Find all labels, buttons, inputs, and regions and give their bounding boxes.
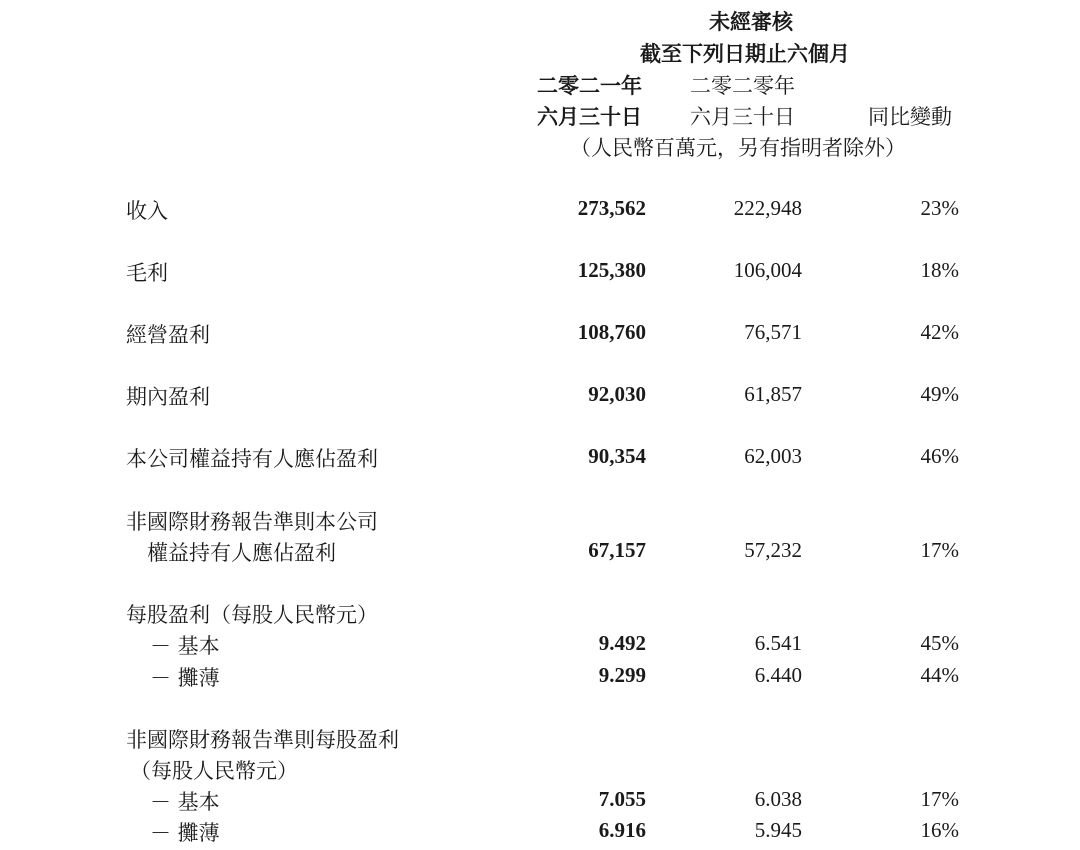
- row-value-change: 42%: [920, 320, 959, 344]
- row-value-change: 49%: [920, 382, 959, 406]
- col2-date: 六月三十日: [690, 105, 795, 129]
- row-label-non-ifrs-profit-line2: 權益持有人應佔盈利: [147, 541, 336, 565]
- row-value-2021: 273,562: [577, 196, 646, 220]
- row-value-change: 44%: [920, 663, 959, 687]
- row-value-2020: 61,857: [744, 382, 802, 406]
- row-value-2020: 5.945: [754, 818, 802, 842]
- row-value-2020: 106,004: [733, 258, 802, 282]
- row-value-2021: 67,157: [588, 538, 646, 562]
- row-label-non-ifrs-eps-diluted: － 攤薄: [150, 821, 220, 845]
- row-label-period-profit: 期內盈利: [126, 385, 210, 409]
- unit-note: （人民幣百萬元，另有指明者除外）: [570, 136, 906, 160]
- row-value-2021: 90,354: [588, 444, 646, 468]
- row-label-revenue: 收入: [126, 199, 168, 223]
- col2-year: 二零二零年: [690, 74, 795, 98]
- row-label-non-ifrs-profit-line1: 非國際財務報告準則本公司: [126, 510, 378, 534]
- row-value-change: 17%: [920, 538, 959, 562]
- row-value-2020: 6.038: [754, 787, 802, 811]
- col3-header: 同比變動: [868, 105, 952, 129]
- row-value-change: 45%: [920, 631, 959, 655]
- row-value-2021: 125,380: [577, 258, 646, 282]
- row-value-2020: 222,948: [733, 196, 802, 220]
- row-label-operating-profit: 經營盈利: [126, 323, 210, 347]
- period-heading: 截至下列日期止六個月: [640, 41, 850, 66]
- row-value-change: 23%: [920, 196, 959, 220]
- row-value-change: 18%: [920, 258, 959, 282]
- row-value-change: 17%: [920, 787, 959, 811]
- row-value-change: 46%: [920, 444, 959, 468]
- row-value-2020: 57,232: [744, 538, 802, 562]
- audit-heading: 未經審核: [709, 9, 793, 34]
- row-value-2020: 6.440: [754, 663, 802, 687]
- row-label-non-ifrs-eps-line1: 非國際財務報告準則每股盈利: [126, 728, 399, 752]
- row-label-eps-diluted: － 攤薄: [150, 666, 220, 690]
- row-value-change: 16%: [920, 818, 959, 842]
- row-label-eps: 每股盈利（每股人民幣元）: [126, 603, 378, 627]
- row-label-eps-basic: － 基本: [150, 634, 220, 658]
- row-value-2021: 108,760: [577, 320, 646, 344]
- row-value-2020: 6.541: [754, 631, 802, 655]
- col1-year: 二零二一年: [537, 73, 642, 98]
- row-label-non-ifrs-eps-line2: （每股人民幣元）: [130, 759, 298, 783]
- row-value-2020: 76,571: [744, 320, 802, 344]
- row-label-non-ifrs-eps-basic: － 基本: [150, 790, 220, 814]
- row-label-gross-profit: 毛利: [126, 261, 168, 285]
- row-value-2021: 7.055: [598, 787, 646, 811]
- row-value-2021: 92,030: [588, 382, 646, 406]
- row-value-2021: 9.492: [598, 631, 646, 655]
- col1-date: 六月三十日: [537, 104, 642, 129]
- row-value-2021: 9.299: [598, 663, 646, 687]
- row-value-2020: 62,003: [744, 444, 802, 468]
- row-label-attributable-profit: 本公司權益持有人應佔盈利: [126, 447, 378, 471]
- row-value-2021: 6.916: [598, 818, 646, 842]
